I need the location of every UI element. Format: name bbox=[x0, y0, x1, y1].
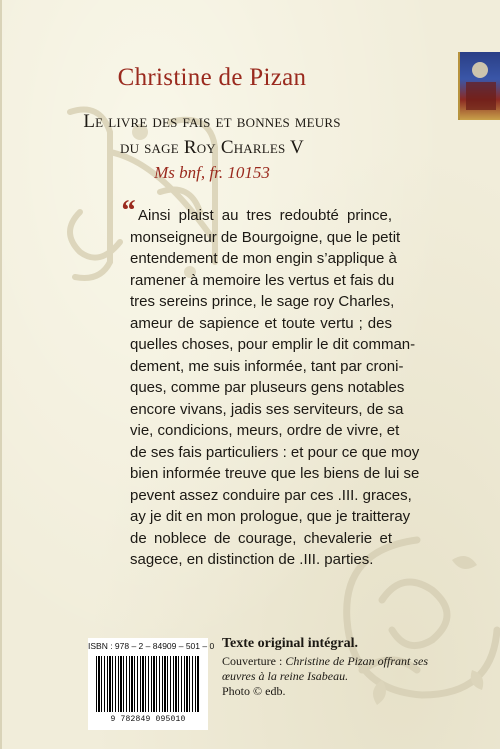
original-text-note: Texte original intégral. bbox=[222, 636, 358, 651]
isbn-label: ISBN : 978 – 2 – 84909 – 501 – 0 bbox=[88, 641, 215, 651]
manuscript-reference: Ms bnf, fr. 10153 bbox=[154, 163, 270, 182]
photo-credit: Photo © edb. bbox=[222, 684, 286, 698]
cover-credit-title: Christine de Pizan offrant ses bbox=[285, 654, 428, 668]
excerpt-line: entendement de mon engin s’applique à bbox=[130, 250, 397, 267]
barcode-box bbox=[88, 638, 215, 730]
book-title-line-2: du sage Roy Charles V bbox=[120, 137, 304, 158]
author-name: Christine de Pizan bbox=[117, 64, 307, 91]
excerpt-line: ay je dit en mon prologue, que je traitteray bbox=[130, 508, 411, 525]
excerpt-line: ques, comme par pluseurs gens notables bbox=[130, 379, 405, 396]
cover-credit-label: Couverture : bbox=[222, 654, 286, 668]
excerpt-line: vie, condicions, meurs, ordre de vivre, et bbox=[130, 422, 400, 439]
excerpt-text bbox=[130, 205, 420, 571]
credits-block bbox=[222, 636, 492, 699]
excerpt-line: sagece, en distinction de .III. parties. bbox=[130, 551, 374, 568]
excerpt-line: encore vivans, jadis ses serviteurs, de sa bbox=[130, 400, 404, 418]
excerpt-line: ameur de sapience et toute vertu ; des bbox=[130, 314, 392, 332]
excerpt-line: ramener à memoire les vertus et fais du bbox=[130, 271, 395, 289]
excerpt-line: quelles choses, pour emplir le dit comman- bbox=[130, 336, 416, 353]
barcode-icon bbox=[96, 656, 200, 712]
illuminated-miniature-icon bbox=[458, 52, 500, 120]
excerpt-line: pevent assez conduire par ces .III. graces, bbox=[130, 486, 412, 504]
excerpt-line: de noblece de courage, chevalerie et bbox=[130, 529, 392, 547]
book-title-line-1: Le livre des fais et bonnes meurs bbox=[83, 111, 341, 132]
barcode-number: 9 782849 095010 bbox=[110, 715, 186, 724]
excerpt-line: tres sereins prince, le sage roy Charles, bbox=[130, 293, 395, 310]
excerpt-line: Ainsi plaist au tres redoubté prince, bbox=[138, 207, 392, 224]
cover-credit bbox=[222, 654, 492, 669]
excerpt-line: de ses fais particuliers : et pour ce que moy bbox=[130, 443, 420, 461]
cover-credit-title-cont: œuvres à la reine Isabeau. bbox=[222, 669, 349, 683]
excerpt-line: dement, me suis informée, tant par croni- bbox=[130, 357, 404, 375]
excerpt-line: monseigneur de Bourgoigne, que le petit bbox=[130, 228, 401, 246]
opening-quote-mark: “ bbox=[120, 194, 135, 227]
excerpt-line: bien informée treuve que les biens de lui se bbox=[130, 465, 420, 482]
